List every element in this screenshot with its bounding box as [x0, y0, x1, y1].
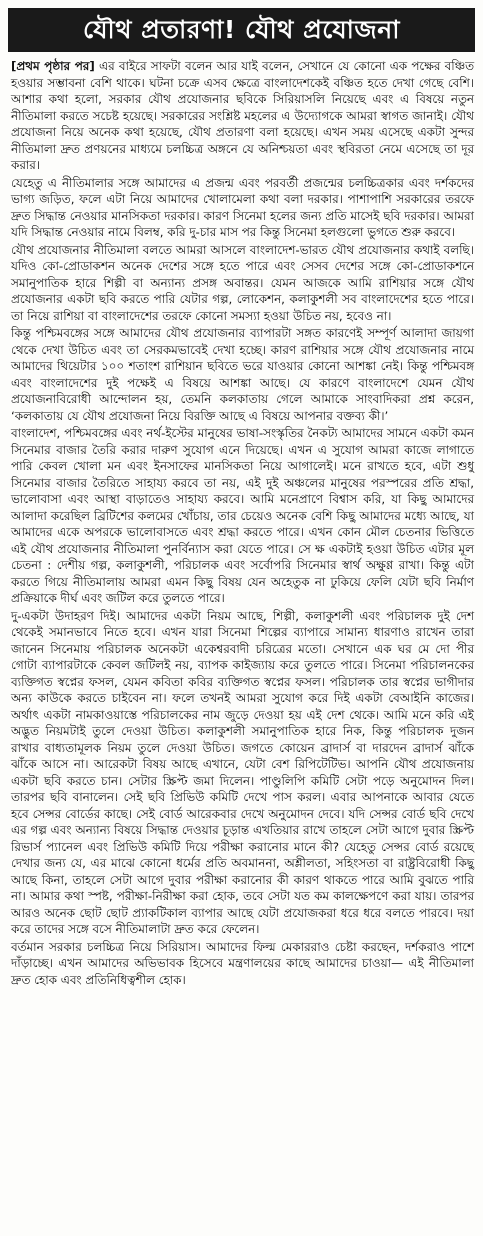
article-body	[0, 58, 483, 988]
article-paragraph: কিন্তু পশ্চিমবঙ্গের সঙ্গে আমাদের যৌথ প্রযোজনার ব্যাপারটা সঙ্গত কারণেই সম্পূর্ণ আলাদা জায়গা থেকে দেখা উচিত এবং তা সেরকমভাবেই দেখা হচ্ছে। কারণ রাশিয়ার সঙ্গে যৌথ প্রযোজনার নামে আমাদের থিয়েটার ১০০ শতাংশ রাশিয়ান ছবিতে ভরে যাওয়ার কোনো আশঙ্কা নেই। কিন্তু পশ্চিমবঙ্গ এবং বাংলাদেশের দুই পক্ষেই এ বিষয়ে আশঙ্কা আছে। যে কারণে বাংলাদেশে যেমন যৌথ প্রযোজনাবিরোধী আন্দোলন হয়, তেমনি কলকাতায় গেলে আমাকে সাংবাদিকরা প্রশ্ন করেন, ‘কলকাতায় যে যৌথ প্রযোজনা নিয়ে বিরক্তি আছে এ বিষয়ে আপনার বক্তব্য কী।’	[11, 326, 474, 423]
article-paragraph: বর্তমান সরকার চলচ্চিত্র নিয়ে সিরিয়াস। আমাদের ফিল্ম মেকাররাও চেষ্টা করছেন, দর্শকরাও পাশে দাঁড়াচ্ছে। এখন আমাদের অভিভাবক হিসেবে মন্ত্রণালয়ের কাছে আমাদের চাওয়া— এই নীতিমালা দ্রুত হোক এবং প্রতিনিধিত্বশীল হোক।	[11, 939, 474, 987]
article-paragraph: বাংলাদেশ, পশ্চিমবঙ্গের এবং নর্থ-ইস্টের মানুষের ভাষা-সংস্কৃতির নৈকট্য আমাদের সামনে একটা কমন সিনেমার বাজার তৈরি করার দারুণ সুযোগ এনে দিয়েছে। এখন এ সুযোগ আমরা কাজে লাগাতে পারি কেবল খোলা মন এবং ইনসাফের মানসিকতা নিয়ে আগালেই। মনে রাখতে হবে, এটা শুধু সিনেমার বাজার তৈরিতে সাহায্য করবে তা নয়, এই দুই অঞ্চলের মানুষের পরস্পরের প্রতি শ্রদ্ধা, ভালোবাসা এবং আস্থা বাড়াতেও সাহায্য করবে। আমি মনেপ্রাণে বিশ্বাস করি, যা কিছু আমাদের আলাদা করেছিল ব্রিটিশের কলমের খোঁচায়, তার চেয়েও অনেক বেশি কিছু আমাদের মধ্যে আছে, যা আমাদের একে অপরকে ভালোবাসতে এবং শ্রদ্ধা করতে পারে। এখন কোন মৌল চেতনার ভিত্তিতে এই যৌথ প্রযোজনার নীতিমালা পুনর্বিন্যাস করা যেতে পারে। সে ক্ষ একটাই হওয়া উচিত এটার মূল চেতনা : দেশীয় গল্প, কলাকুশলী, পরিচালক এবং সর্বোপরি সিনেমার স্বার্থ অক্ষুণ্ণ রাখা। কিন্তু এটা করতে গিয়ে নীতিমালায় আমরা এমন কিছু বিষয় যেন অহেতুক না ঢুকিয়ে ফেলি যেটা ছবি নির্মাণ প্রক্রিয়াকে দীর্ঘ এবং জটিল করে তুলতে পারে।	[11, 426, 474, 605]
article-paragraph: যেহেতু এ নীতিমালার সঙ্গে আমাদের এ প্রজন্ম এবং পরবর্তী প্রজন্মের চলচ্চিত্রকার এবং দর্শকদের ভাগ্য জড়িত, ফলে এটা নিয়ে আমাদের খোলামেলা কথা বলা দরকার। পাশাপাশি সরকারের তরফে দ্রুত সিদ্ধান্ত নেওয়ার মানসিকতা দরকার। কারণ সিনেমা হলের জন্য প্রতি মাসেই ছবি দরকার। আমরা যদি সিদ্ধান্ত নেওয়ার নামে বিলম্ব, করি দু-চার মাস পর কিন্তু সিনেমা হলগুলো ভুগতে শুরু করবে।	[11, 175, 474, 239]
article-paragraph: দু-একটা উদাহরণ দিই। আমাদের একটা নিয়ম আছে, শিল্পী, কলাকুশলী এবং পরিচালক দুই দেশ থেকেই সমানভাবে নিতে হবে। এখন যারা সিনেমা শিল্পের ব্যাপারে সামান্য ধারণাও রাখেন তারা জানেন সিনেমায় পরিচালক অনেকটা একেশ্বরবাদী চরিত্রের মতো। সেখানে এক ঘর মে দো পীর গোটা ব্যাপারটাকে কেবল জটিলই নয়, ব্যাপক কাইজ্যায় করে তুলতে পারে। সিনেমা পরিচালনকের ব্যক্তিগত স্বপ্নের ফসল, যেমন কবিতা কবির ব্যক্তিগত স্বপ্নের ফসল। পরিচালক তার স্বপ্নের ভাগীদার অন্য কাউকে করতে চাইবেন না। ফলে তখনই আমরা সুযোগ করে দিই একটা বেআইনি কাজের। অর্থাৎ একটা নামকাওয়াস্তে পরিচালকের নাম জুড়ে দেওয়া হয় এই দেশ থেকে। আমি মনে করি এই অদ্ভুত নিয়মটাই তুলে দেওয়া উচিত। কলাকুশলী সমানুপাতিক হারে নিক, কিন্তু পরিচালক দুজন রাখার বাধ্যতামূলক নিয়ম তুলে দেওয়া উচিত। জগতে কোয়েন ব্রাদার্স বা দারদেন ব্রাদার্স ঝাঁকে ঝাঁকে আসে না। আরেকটা বিষয় আছে এখানে, যেটা বেশ রিপিটেটিভ। আপনি যৌথ প্রযোজনায় একটা ছবি করতে চান। সেটার স্ক্রিপ্ট জমা দিলেন। পাণ্ডুলিপি কমিটি সেটা পড়ে অনুমোদন দিল। তারপর ছবি বানালেন। সেই ছবি প্রিভিউ কমিটি দেখে পাস করল। এবার আপনাকে আবার যেতে হবে সেন্সর বোর্ডের কাছে। সেই বোর্ড আরেকবার দেখে অনুমোদন দেবে। যদি সেন্সর বোর্ড ছবি দেখে এর গল্প এবং অন্যান্য বিষয়ে সিদ্ধান্ত দেওয়ার চূড়ান্ত এখতিয়ার রাখে তাহলে সেটা আগে দুবার স্ক্রিপ্ট রিভার্স প্যানেল এবং প্রিভিউ কমিটি দিয়ে পরীক্ষা করানোর মানে কী? যেহেতু সেন্সর বোর্ড রয়েছে দেখার জন্য যে, এর মাঝে কোনো ধর্মের প্রতি অবমাননা, অশ্লীলতা, সহিংসতা বা রাষ্ট্রবিরোধী কিছু আছে কিনা, তাহলে সেটা আগে দুবার পরীক্ষা করানোর কী কারণ থাকতে পারে আমি বুঝতে পারি না। আমার কথা স্পষ্ট, পরীক্ষা-নিরীক্ষা করা হোক, তবে সেটা যত কম কালক্ষেপণে করা যায়। তারপর আরও অনেক ছোট ছোট প্র্যাকটিকাল ব্যাপার আছে যেটা প্রযোজকরা ধরে ধরে বলতে পারবে। দয়া করে তাদের সঙ্গে বসে নীতিমালাটা দ্রুত করে ফেলেন।	[11, 608, 474, 936]
article-paragraph: যৌথ প্রযোজনার নীতিমালা বলতে আমরা আসলে বাংলাদেশ-ভারত যৌথ প্রযোজনার কথাই বলছি। যদিও কো-প্রোডাকশন অনেক দেশের সঙ্গে হতে পারে এবং সেসব দেশের সঙ্গে কো-প্রোডাকশনে সমানুপাতিক হারে শিল্পী বা অন্যান্য প্রসঙ্গ অবান্তর। যেমন আজকে আমি রাশিয়ার সঙ্গে যৌথ প্রযোজনার একটা ছবি করতে পারি যেটার গল্প, লোকেশন, কলাকুশলী সব বাংলাদেশের হতে পারে। তা নিয়ে রাশিয়া বা বাংলাদেশের তরফে কোনো সমস্যা হওয়া উচিত নয়, হবেও না।	[11, 242, 474, 323]
article-paragraph	[11, 58, 474, 174]
headline: যৌথ প্রতারণা! যৌথ প্রযোজনা	[83, 15, 400, 44]
paragraph-text: এর বাইরে সাফটা বলেন আর যাই বলেন, সেখানে যে কোনো এক পক্ষের বঞ্চিত হওয়ার সম্ভাবনা বেশি থাকে। ঘটনা চক্রে এসব ক্ষেত্রে বাংলাদেশকেই বঞ্চিত হতে দেখা গেছে বেশি। আশার কথা হলো, সরকার যৌথ প্রযোজনার ছবিকে সিরিয়াসলি নিয়েছে এবং এ বিষয়ে নতুন নীতিমালা করতে সচেষ্ট হয়েছে। সরকারের সংশ্লিষ্ট মহলের এ উদ্যোগকে আমরা স্বাগত জানাই। যৌথ প্রযোজনা নিয়ে অনেক কথা হয়েছে, যৌথ প্রতারণা বলা হয়েছে। এখন সময় এসেছে একটা সুন্দর নীতিমালা দ্রুত প্রণয়নের মাধ্যমে চলচ্চিত্র অঙ্গনে যে অনিশ্চয়তা এবং স্থবিরতা নেমে এসেছে তা দূর করার।	[11, 59, 475, 172]
continuation-label: [প্রথম পৃষ্ঠার পর]	[11, 59, 95, 73]
headline-banner	[8, 8, 475, 52]
